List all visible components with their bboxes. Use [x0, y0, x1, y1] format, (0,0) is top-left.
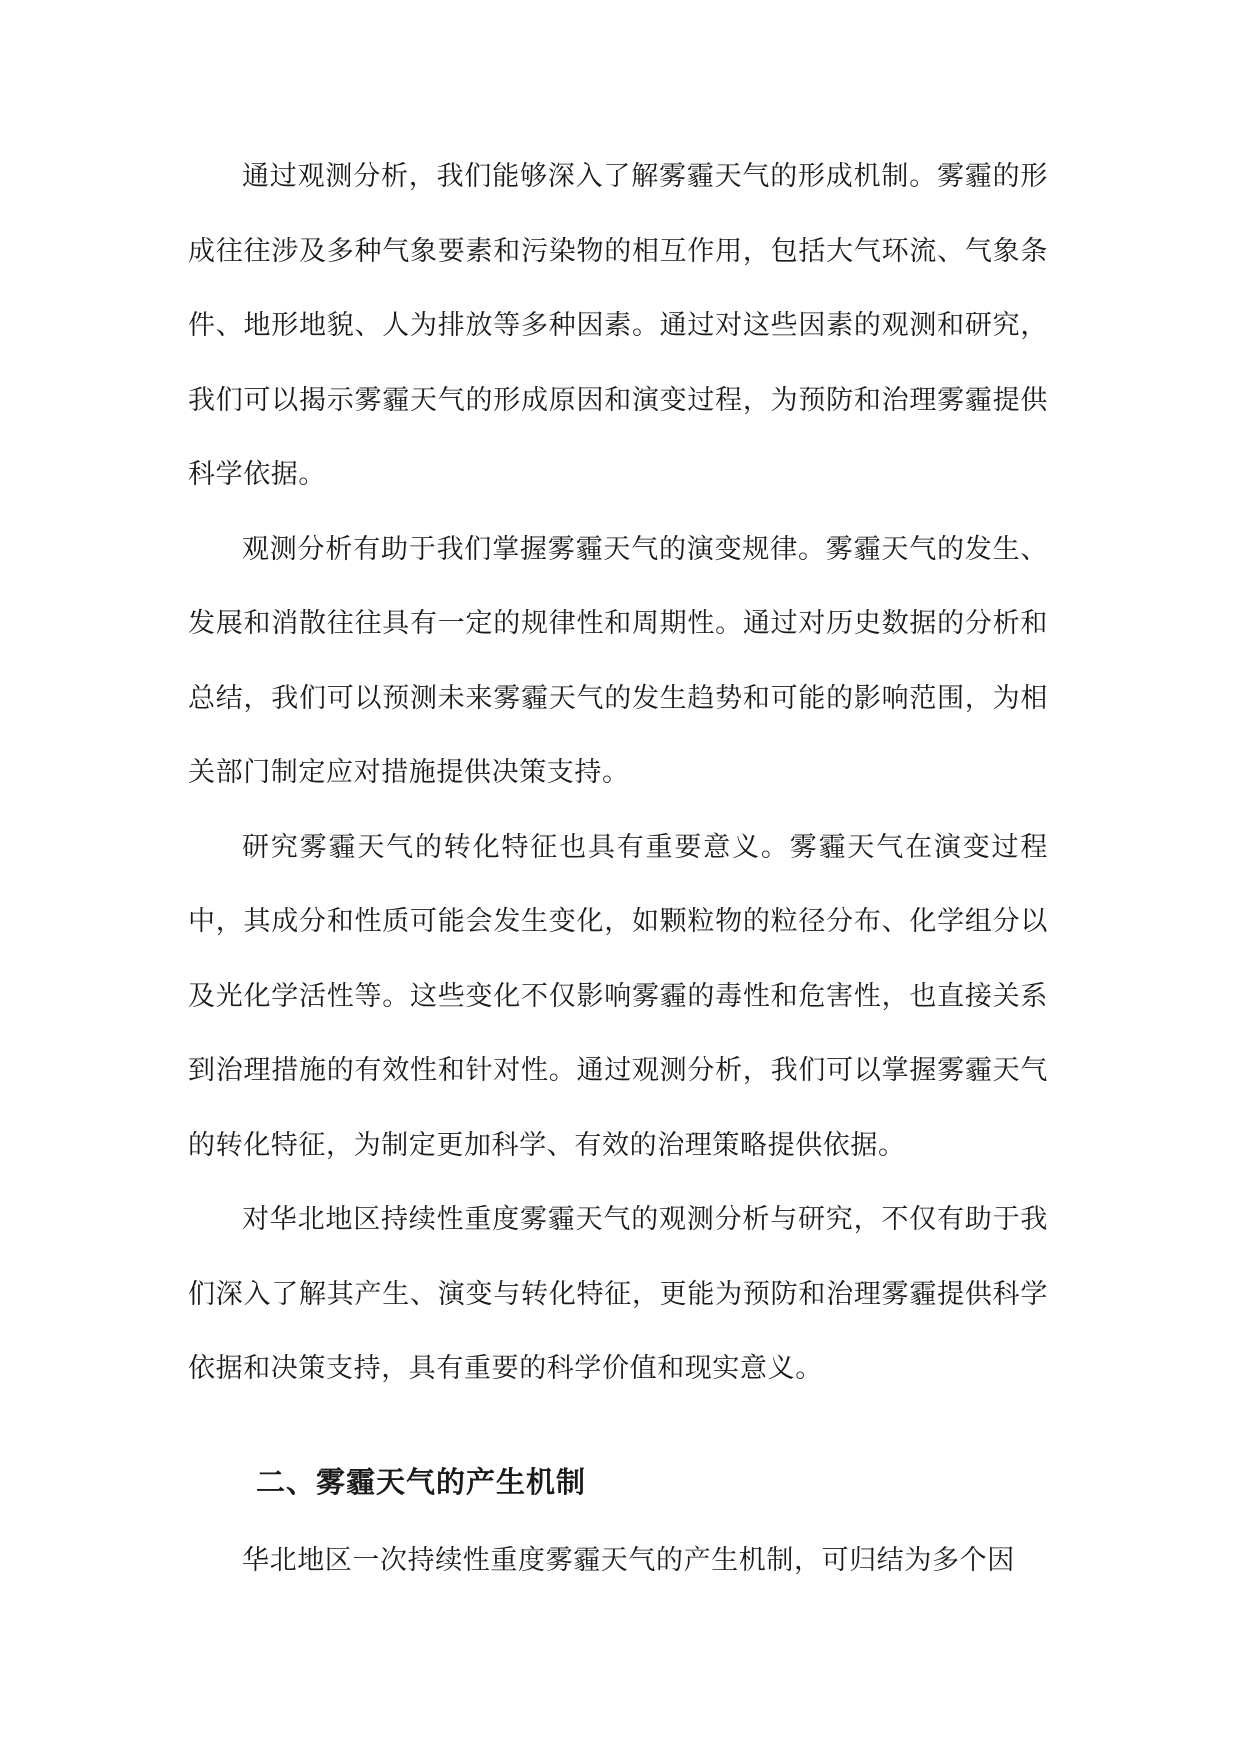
section-heading: 二、雾霾天气的产生机制	[256, 1464, 587, 1499]
paragraph-formation-mechanism: 通过观测分析，我们能够深入了解雾霾天气的形成机制。雾霾的形成往往涉及多种气象要素和污染物的相互作用，包括大气环流、气象条件、地形地貌、人为排放等多种因素。通过对这些因素的观测和研究，我们可以揭示雾霾天气的形成原因和演变过程，为预防和治理雾霾提供科学依据。	[188, 161, 1048, 490]
paragraph-significance: 对华北地区持续性重度雾霾天气的观测分析与研究，不仅有助于我们深入了解其产生、演变与转化特征，更能为预防和治理雾霾提供科学依据和决策支持，具有重要的科学价值和现实意义。	[188, 1204, 1048, 1384]
paragraph-production-mechanism: 华北地区一次持续性重度雾霾天气的产生机制，可归结为多个因	[242, 1544, 1015, 1576]
paragraph-transformation-features: 研究雾霾天气的转化特征也具有重要意义。雾霾天气在演变过程中，其成分和性质可能会发生变化，如颗粒物的粒径分布、化学组分以及光化学活性等。这些变化不仅影响雾霾的毒性和危害性，也直接关系到治理措施的有效性和针对性。通过观测分析，我们可以掌握雾霾天气的转化特征，为制定更加科学、有效的治理策略提供依据。	[188, 831, 1048, 1161]
paragraph-evolution-patterns: 观测分析有助于我们掌握雾霾天气的演变规律。雾霾天气的发生、发展和消散往往具有一定的规律性和周期性。通过对历史数据的分析和总结，我们可以预测未来雾霾天气的发生趋势和可能的影响范围，为相关部门制定应对措施提供决策支持。	[188, 533, 1048, 788]
document-body	[188, 140, 1048, 1598]
